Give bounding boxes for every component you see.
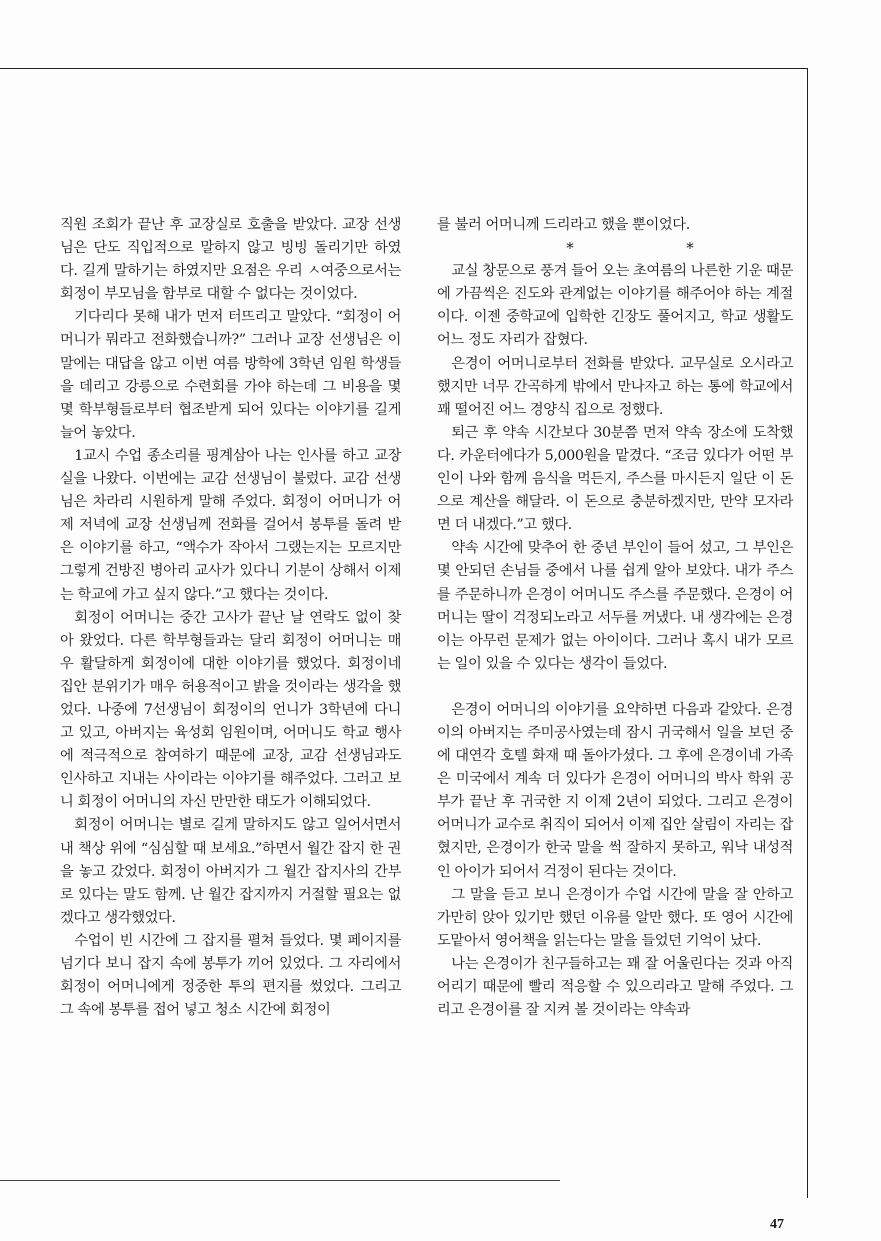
paragraph-continuation: 를 불러 어머니께 드리라고 했을 뿐이었다. [437,217,690,233]
paragraph: 약속 시간에 맞추어 한 중년 부인이 들어 섰고, 그 부인은 몇 안되던 손님들 중에서 나를 쉽게 알아 보았다. 내가 주스를 주문하니까 은경이 어머니도 주스를 주문했다. 은경이 어머니는 딸이 걱정되노라고 서두를 꺼냈다. 내 생각에는 은경이는 아무런 문제가 없는 아이이다. 그러나 혹시 내가 모르는 일이 있을 수 있다는 생각이 들었다. [437,540,793,672]
paragraph: 1교시 수업 종소리를 핑계삼아 나는 인사를 하고 교장실을 나왔다. 이번에는 교감 선생님이 불렀다. 교감 선생님은 차라리 시원하게 말해 주었다. 회정이 어머니가 어제 저녁에 교장 선생님께 전화를 걸어서 봉투를 돌려 받은 이야기를 하고, “액수가 작아서 그랬는지는 모르지만 그렇게 건방진 병아리 교사가 있다니 기분이 상해서 이제는 학교에 가고 싶지 않다.”고 했다는 것이다. [60,447,401,603]
page-number: 47 [770,1217,784,1232]
paragraph: 은경이 어머니의 이야기를 요약하면 다음과 같았다. 은경이의 아버지는 주미공사였는데 잠시 귀국해서 일을 보던 중에 대연각 호텔 화재 때 돌아가셨다. 그 후에 은경이네 가족은 미국에서 계속 더 있다가 은경이 어머니의 박사 학위 공부가 끝난 후 귀국한 지 이제 2년이 되었다. 그리고 은경이 어머니가 교수로 취직이 되어서 이제 집안 살림이 자리는 잡혔지만, 은경이가 한국 말을 썩 잘하지 못하고, 워낙 내성적인 아이가 되어서 걱정이 된다는 것이다. [437,701,793,880]
right-column [437,214,793,1022]
separator-asterisk: * [566,239,574,258]
paragraph: 회정이 어머니는 별로 길게 말하지도 않고 일어서면서 내 책상 위에 “심심할 때 보세요.”하면서 월간 잡지 한 권을 놓고 갔었다. 회정이 아버지가 그 월간 잡지사의 간부로 있다는 말도 함께. 난 월간 잡지까지 거절할 필요는 없겠다고 생각했었다. [60,817,401,926]
paragraph: 수업이 빈 시간에 그 잡지를 펼쳐 들었다. 몇 페이지를 넘기다 보니 잡지 속에 봉투가 끼어 있었다. 그 자리에서 회정이 어머니에게 정중한 투의 편지를 썼었다. 그리고 그 속에 봉투를 접어 넣고 청소 시간에 회정이 [60,932,401,1019]
paragraph: 은경이 어머니로부터 전화를 받았다. 교무실로 오시라고 했지만 너무 간곡하게 밖에서 만나자고 하는 통에 학교에서 꽤 떨어진 어느 경양식 집으로 정했다. [437,355,793,418]
top-rule [0,68,808,69]
paragraph: 그 말을 듣고 보니 은경이가 수업 시간에 말을 잘 안하고 가만히 앉아 있기만 했던 이유를 알만 했다. 또 영어 시간에 도맡아서 영어책을 읽는다는 말을 들었던 기억이 났다. [437,886,793,949]
right-margin-rule [807,68,808,1198]
paragraph: 퇴근 후 약속 시간보다 30분쯤 먼저 약속 장소에 도착했다. 카운터에다가 5,000원을 맡겼다. “조금 있다가 어떤 부인이 나와 함께 음식을 먹든지, 주스를 마시든지 일단 이 돈으로 계산을 해달라. 이 돈으로 충분하겠지만, 만약 모자라면 더 내겠다.”고 했다. [437,424,793,534]
left-column [60,214,401,1022]
paragraph: 나는 은경이가 친구들하고는 꽤 잘 어울린다는 것과 아직 어리기 때문에 빨리 적응할 수 있으리라고 말해 주었다. 그리고 은경이를 잘 지켜 볼 것이라는 약속과 [437,955,793,1019]
paragraph: 기다리다 못해 내가 먼저 터뜨리고 말았다. “회정이 어머니가 뭐라고 전화했습니까?” 그러나 교장 선생님은 이 말에는 대답을 않고 이번 여름 방학에 3학년 임원 학생들을 데리고 강릉으로 수련회를 가야 하는데 그 비용을 몇몇 학부형들로부터 협조받게 되어 있다는 이야기를 길게 늘어 놓았다. [60,309,401,441]
paragraph: 교실 창문으로 풍겨 들어 오는 초여름의 나른한 기운 때문에 가끔씩은 진도와 관계없는 이야기를 해주어야 하는 계절이다. 이젠 중학교에 입학한 긴장도 풀어지고, 학교 생활도 어느 정도 자리가 잡혔다. [437,263,793,349]
separator-asterisk: * [686,239,694,258]
paragraph: 직원 조회가 끝난 후 교장실로 호출을 받았다. 교장 선생님은 단도 직입적으로 말하지 않고 빙빙 돌리기만 하였다. 길게 말하기는 하였지만 요점은 우리 ㅅ여중으로서는 회정이 부모님을 함부로 대할 수 없다는 것이었다. [60,217,401,303]
section-separator [437,237,793,260]
paragraph: 회정이 어머니는 중간 고사가 끝난 날 연락도 없이 찾아 왔었다. 다른 학부형들과는 달리 회정이 어머니는 매우 활달하게 회정이에 대한 이야기를 했었다. 회정이네 집안 분위기가 매우 허용적이고 밝을 것이라는 생각을 했었다. 나중에 7선생님이 회정이의 언니가 3학년에 다니고 있고, 아버지는 육성회 임원이며, 어머니도 학교 행사에 적극적으로 참여하기 때문에 교장, 교감 선생님과도 인사하고 지내는 사이라는 이야기를 해주었다. 그러고 보니 회정이 어머니의 자신 만만한 태도가 이해되었다. [60,609,401,811]
bottom-rule [0,1180,560,1181]
